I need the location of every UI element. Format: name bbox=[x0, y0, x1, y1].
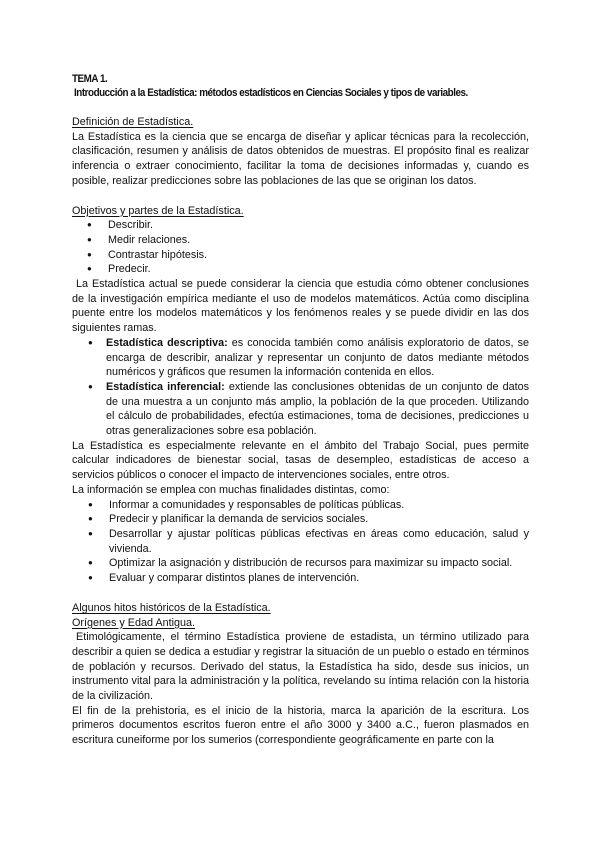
list-item: ● Optimizar la asignación y distribución de recursos para maximizar su impacto social. bbox=[72, 556, 529, 571]
paragraph-finalidades-intro: La información se emplea con muchas finalidades distintas, como: bbox=[72, 483, 390, 496]
paragraph-definicion: La Estadística es la ciencia que se encarga de diseñar y aplicar técnicas para la recolección, clasificación, resumen y análisis de datos obtenidos de muestras. El propósito final es realizar inferencia o extraer conocimiento, facilitar la toma de decisiones informadas y, cuando es posible, realizar predicciones sobre las poblaciones de las que se originan los datos. bbox=[72, 130, 529, 187]
subsection-heading-origenes: Orígenes y Edad Antigua. bbox=[72, 616, 196, 629]
list-item: ● Desarrollar y ajustar políticas públicas efectivas en áreas como educación, salud y vivienda. bbox=[72, 527, 529, 556]
paragraph-etimologia: Etimológicamente, el término Estadística proviene de estadista, un término utilizado para describir a quien se dedica a estudiar y registrar la situación de un pueblo o estado en términos de población y recursos. Derivado del status, la Estadística ha sido, desde sus inicios, un instrumento vital para la administración y la política, revelando su íntima relación con la historia de la civilización. bbox=[72, 631, 529, 703]
list-item: ● Predecir y planificar la demanda de servicios sociales. bbox=[72, 512, 529, 527]
definition-descriptiva: es conocida también como análisis exploratorio de datos, se encarga de describir, analizar y representar un conjunto de datos mediante métodos numéricos y gráficos que resumen la información contenida en ellos. bbox=[106, 336, 529, 379]
document-subtitle: Introducción a la Estadística: métodos estadísticos en Ciencias Sociales y tipos de variables. bbox=[74, 87, 468, 99]
list-item: ● Evaluar y comparar distintos planes de intervención. bbox=[72, 571, 529, 586]
term-inferencial: Estadística inferencial: bbox=[106, 380, 225, 393]
list-item: ● Contrastar hipótesis. bbox=[72, 248, 529, 263]
document-title: TEMA 1. bbox=[72, 73, 108, 85]
paragraph-ramas-intro: La Estadística actual se puede considerar la ciencia que estudia cómo obtener conclusiones de la investigación empírica mediante el uso de modelos matemáticos. Actúa como disciplina puente entre los modelos matemáticos y los fenómenos reales y se puede dividir en las dos siguientes ramas. bbox=[72, 278, 529, 335]
ramas-list bbox=[72, 336, 529, 439]
section-heading-definicion: Definición de Estadística. bbox=[72, 116, 194, 128]
list-item bbox=[72, 380, 529, 439]
finalidades-list bbox=[72, 498, 529, 586]
objetivos-list bbox=[72, 218, 529, 277]
definition-inferencial: extiende las conclusiones obtenidas de un conjunto de datos de una muestra a un conjunto más amplio, la población de la que proceden. Utilizando el cálculo de probabilidades, efectúa estimaciones, toma de decisiones, predicciones u otras generalizaciones sobre esa población. bbox=[106, 380, 529, 438]
list-item: ● Describir. bbox=[72, 218, 529, 233]
list-item bbox=[72, 336, 529, 380]
list-item: ● Informar a comunidades y responsables de políticas públicas. bbox=[72, 498, 529, 513]
list-item: ● Medir relaciones. bbox=[72, 233, 529, 248]
list-item: ● Predecir. bbox=[72, 262, 529, 277]
paragraph-trabajo-social: La Estadística es especialmente relevante en el ámbito del Trabajo Social, pues permite calcular indicadores de bienestar social, tasas de desempleo, estadísticas de acceso a servicios públicos o conocer el impacto de intervenciones sociales, entre otros. bbox=[72, 439, 529, 482]
section-heading-hitos: Algunos hitos históricos de la Estadística. bbox=[72, 601, 271, 614]
paragraph-escritura: El fin de la prehistoria, es el inicio de la historia, marca la aparición de la escritura. Los primeros documentos escritos fueron entre el año 3000 y 3400 a.C., fueron plasmados en escritura cuneiforme por los sumerios (correspondiente geográficamente en parte con la bbox=[72, 704, 529, 747]
section-heading-objetivos: Objetivos y partes de la Estadística. bbox=[72, 204, 244, 217]
term-descriptiva: Estadística descriptiva: bbox=[106, 336, 228, 349]
